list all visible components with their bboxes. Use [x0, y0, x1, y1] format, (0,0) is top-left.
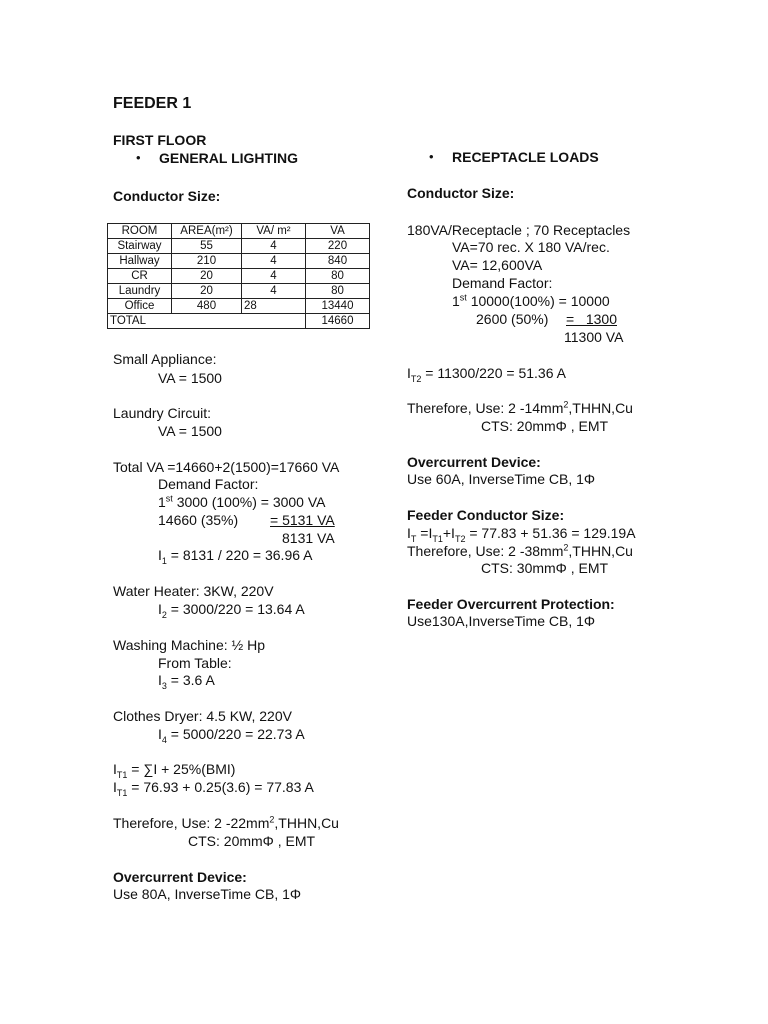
- table-total-label: TOTAL: [108, 314, 306, 329]
- table-cell: 13440: [306, 299, 370, 314]
- table-header-row: [108, 224, 370, 239]
- current-i3: $I_3 = 3.6$ A: [158, 672, 215, 691]
- lighting-load-table: [107, 223, 370, 329]
- table-cell: 480: [172, 299, 242, 314]
- table-total-row: [108, 314, 370, 329]
- demand-factor-line-2b-right: = 1300: [566, 311, 617, 327]
- current-i4: $I_4 = 5000/220 = 22.73$ A: [158, 726, 305, 745]
- small-appliance-va: VA = 1500: [158, 370, 222, 386]
- conductor-result: Therefore, Use: 2 $-22mm^2,THHN,Cu$: [113, 814, 339, 831]
- table-cell: 20: [172, 284, 242, 299]
- current-i2: $I_2 = 3000/220 = 13.64$ A: [158, 601, 305, 620]
- laundry-circuit-va: VA = 1500: [158, 423, 222, 439]
- current-it1-value: $I_{T1} = 76.93 + 0.25(3.6) = 77.83$ A: [113, 779, 314, 798]
- table-row: [108, 269, 370, 284]
- laundry-circuit-label: Laundry Circuit:: [113, 405, 212, 421]
- va-calc-line: VA=70 rec. X 180 VA/rec.: [452, 239, 610, 255]
- demand-factor-sum: 8131 VA: [282, 530, 335, 546]
- table-cell: CR: [108, 269, 172, 284]
- feeder-protection-heading: Feeder Overcurrent Protection:: [407, 596, 615, 612]
- table-row: [108, 299, 370, 314]
- table-cell: 4: [242, 284, 306, 299]
- table-header-cell: ROOM: [108, 224, 172, 239]
- table-row: [108, 284, 370, 299]
- bullet-icon: •: [136, 150, 141, 165]
- table-cell: 220: [306, 239, 370, 254]
- receptacle-line: 180VA/Receptacle ; 70 Receptacles: [407, 222, 631, 238]
- table-row: [108, 239, 370, 254]
- small-appliance-label: Small Appliance:: [113, 351, 217, 367]
- conduit-result-right: CTS: 20mmΦ , EMT: [481, 418, 609, 434]
- demand-factor-line-1: 1st 3000 (100%) = 3000 VA: [158, 493, 326, 510]
- current-it2: $I_{T2} = 11300/220 = 51.36$ A: [407, 365, 566, 384]
- water-heater-label: Water Heater: 3KW, 220V: [113, 583, 274, 599]
- table-header-cell: VA: [306, 224, 370, 239]
- table-cell: Stairway: [108, 239, 172, 254]
- demand-factor-sum-right: 11300 VA: [564, 329, 624, 345]
- table-cell: 28: [242, 299, 306, 314]
- table-cell: 4: [242, 254, 306, 269]
- from-table-label: From Table:: [158, 655, 232, 671]
- total-va-line: Total VA =14660+2(1500)=17660 VA: [113, 459, 340, 475]
- table-cell: 4: [242, 269, 306, 284]
- table-cell: Hallway: [108, 254, 172, 269]
- page-title: FEEDER 1: [113, 95, 192, 112]
- overcurrent-value: Use 80A, InverseTime CB, 1Φ: [113, 886, 302, 902]
- table-header-cell: VA/ m²: [242, 224, 306, 239]
- general-lighting-label: GENERAL LIGHTING: [159, 150, 298, 166]
- table-cell: 55: [172, 239, 242, 254]
- conduit-result: CTS: 20mmΦ , EMT: [188, 833, 316, 849]
- conductor-size-heading-right: Conductor Size:: [407, 185, 515, 201]
- va-value-line: VA= 12,600VA: [452, 257, 543, 273]
- table-cell: 4: [242, 239, 306, 254]
- demand-factor-label-right: Demand Factor:: [452, 275, 553, 291]
- demand-factor-line-2a-right: 2600 (50%): [476, 311, 549, 327]
- feeder-conductor-heading: Feeder Conductor Size:: [407, 507, 565, 523]
- table-cell: 20: [172, 269, 242, 284]
- table-header-cell: AREA(m²): [172, 224, 242, 239]
- feeder-current: $I_T =I_{T1}+I_{T2} = 77.83 + 51.36 = 129.19A$: [407, 525, 636, 544]
- overcurrent-heading-right: Overcurrent Device:: [407, 454, 541, 470]
- table-row: [108, 254, 370, 269]
- feeder-conduit-result: CTS: 30mmΦ , EMT: [481, 560, 609, 576]
- floor-heading: FIRST FLOOR: [113, 132, 207, 148]
- table-cell: 210: [172, 254, 242, 269]
- table-cell: 80: [306, 284, 370, 299]
- table-cell: Laundry: [108, 284, 172, 299]
- table-cell: Office: [108, 299, 172, 314]
- washing-machine-label: Washing Machine: ½ Hp: [113, 637, 265, 653]
- demand-factor-label: Demand Factor:: [158, 476, 259, 492]
- feeder-conductor-result: Therefore, Use: 2 $-38mm^2,THHN,Cu$: [407, 542, 633, 559]
- table-cell: 80: [306, 269, 370, 284]
- overcurrent-heading: Overcurrent Device:: [113, 869, 247, 885]
- clothes-dryer-label: Clothes Dryer: 4.5 KW, 220V: [113, 708, 292, 724]
- overcurrent-value-right: Use 60A, InverseTime CB, 1Φ: [407, 471, 596, 487]
- receptacle-loads-label: RECEPTACLE LOADS: [452, 149, 599, 165]
- bullet-icon: •: [429, 149, 434, 164]
- demand-factor-line-2b: = 5131 VA: [270, 512, 335, 528]
- demand-factor-line-2a: 14660 (35%): [158, 512, 239, 528]
- table-total-value: 14660: [306, 314, 370, 329]
- feeder-protection-value: Use130A,InverseTime CB, 1Φ: [407, 613, 596, 629]
- demand-factor-line-1-right: 1st 10000(100%) = 10000: [452, 292, 610, 309]
- table-cell: 840: [306, 254, 370, 269]
- conductor-result-right: Therefore, Use: 2 $-14mm^2,THHN,Cu$: [407, 399, 633, 416]
- current-it1-formula: $I_{T1} = \sum I + 25\%(BMI)$: [113, 761, 236, 780]
- conductor-size-heading: Conductor Size:: [113, 188, 221, 204]
- current-i1: $I_1 = 8131 / 220 = 36.96$ A: [158, 547, 313, 566]
